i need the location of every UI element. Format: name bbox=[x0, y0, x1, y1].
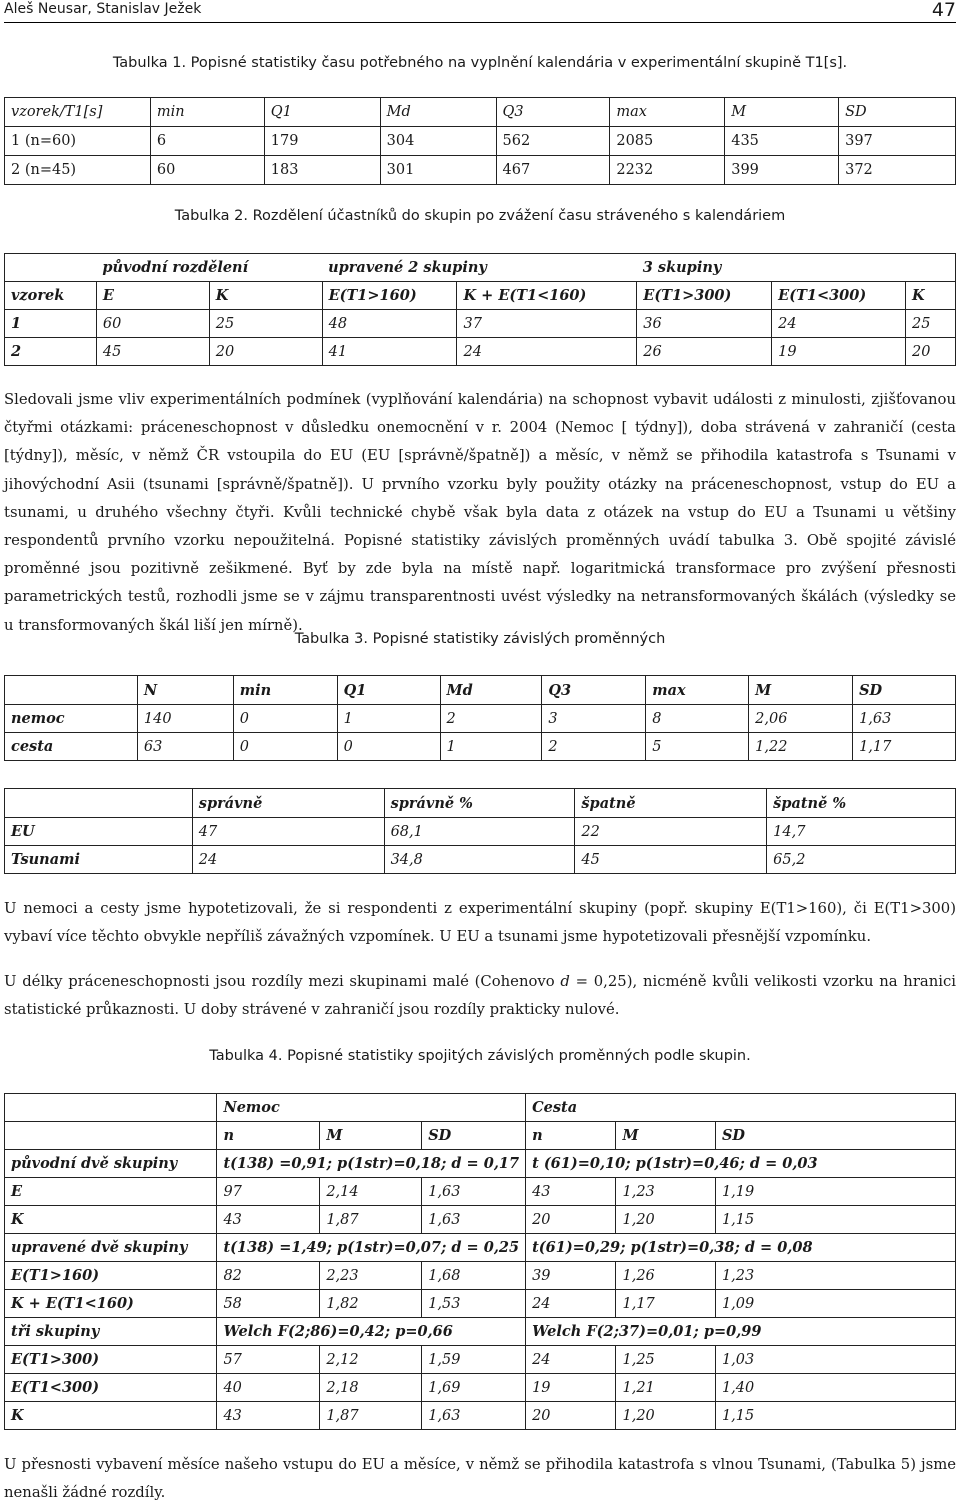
group-header: upravené 2 skupiny bbox=[322, 254, 637, 282]
table-cell: 2,18 bbox=[320, 1374, 422, 1402]
column-header: M bbox=[320, 1122, 422, 1150]
column-header: M bbox=[616, 1122, 715, 1150]
table-cell: 2232 bbox=[610, 156, 725, 185]
table-cell: 1,63 bbox=[422, 1206, 526, 1234]
table-cell: 58 bbox=[217, 1290, 320, 1318]
table-cell: 2 (n=45) bbox=[5, 156, 151, 185]
row-label: upravené dvě skupiny bbox=[5, 1234, 217, 1262]
table-cell: 1,63 bbox=[853, 705, 956, 733]
table-cell: 43 bbox=[526, 1178, 616, 1206]
table-row bbox=[5, 1346, 956, 1374]
table-cell: 60 bbox=[96, 310, 209, 338]
table-cell: 2,06 bbox=[749, 705, 853, 733]
table-cell: 36 bbox=[637, 310, 772, 338]
table-row bbox=[5, 310, 956, 338]
column-header: špatně bbox=[575, 789, 767, 818]
table-row bbox=[5, 1206, 956, 1234]
table-cell: 3 bbox=[542, 705, 646, 733]
table-cell: 1 bbox=[337, 705, 440, 733]
row-label: E bbox=[5, 1178, 217, 1206]
table-cell: 2 bbox=[542, 733, 646, 761]
table-cell: 372 bbox=[839, 156, 956, 185]
table-cell: 39 bbox=[526, 1262, 616, 1290]
table-cell: 19 bbox=[772, 338, 906, 366]
paragraph-3-part-b: = 0,25), nicméně kvůli velikosti vzorku na hranici statistické průkaznosti. U doby strávené v zahraničí jsou rozdíly prakticky nulové. bbox=[4, 973, 957, 1019]
column-header: Q1 bbox=[337, 676, 440, 705]
table-cell: nemoc bbox=[5, 705, 138, 733]
table-cell: 2 bbox=[440, 705, 542, 733]
test-result: Welch F(2;86)=0,42; p=0,66 bbox=[217, 1318, 526, 1346]
table-cell: 1,87 bbox=[320, 1206, 422, 1234]
column-header: Q3 bbox=[542, 676, 646, 705]
table-cell: 65,2 bbox=[767, 846, 956, 874]
table-cell: 40 bbox=[217, 1374, 320, 1402]
group-header: Cesta bbox=[526, 1094, 956, 1122]
paragraph-1: Sledovali jsme vliv experimentálních podmínek (vyplňování kalendária) na schopnost vybavit události z minulosti, zjišťovanou čtyřmi otázkami: práceneschopnost v důsledku onemocnění v r. 2004 (Nemoc [ týdny]), doba strávená v zahraničí (cesta [týdny]), měsíc, v němž ČR vstoupila do EU (EU [správně/špatně]) a měsíc, v němž se přihodila katastrofa s Tsunami v jihovýchodní Asii (tsunami [správně/špatně]). U prvního vzorku byly použity otázky na práceneschopnost, vstup do EU a tsunami, u druhého všechny čtyři. Kvůli technické chybě však byla data z otázek na vstup do EU a Tsunami u většiny respondentů prvního vzorku nepoužitelná. Popisné statistiky závislých proměnných uvádí tabulka 3. Obě spojité závislé proměnné jsou pozitivně zešikmené. Byť by zde byla na místě např. logaritmická transformace pro zvýšení přesnosti parametrických testů, rozhodli jsme se v zájmu transparentnosti uvést výsledky na netransformovaných škálách (výsledky se u transformovaných škál liší jen mírně). bbox=[4, 391, 956, 634]
table4 bbox=[4, 1093, 956, 1430]
table-row bbox=[5, 1374, 956, 1402]
table-cell: 1,09 bbox=[715, 1290, 955, 1318]
test-result: t(61)=0,29; p(1str)=0,38; d = 0,08 bbox=[526, 1234, 956, 1262]
table-cell: 1,25 bbox=[616, 1346, 715, 1374]
table4-caption: Tabulka 4. Popisné statistiky spojitých závislých proměnných podle skupin. bbox=[209, 1048, 751, 1064]
column-header: vzorek/T1[s] bbox=[5, 98, 151, 127]
table-cell: 45 bbox=[96, 338, 209, 366]
row-label: původní dvě skupiny bbox=[5, 1150, 217, 1178]
table-cell: 179 bbox=[264, 127, 380, 156]
paragraph-3-part-a: U délky práceneschopnosti jsou rozdíly mezi skupinami malé (Cohenovo bbox=[4, 973, 561, 990]
table-cell: 5 bbox=[646, 733, 749, 761]
table-cell: 24 bbox=[526, 1346, 616, 1374]
table-cell: 26 bbox=[637, 338, 772, 366]
row-label: tři skupiny bbox=[5, 1318, 217, 1346]
column-header: N bbox=[137, 676, 233, 705]
table-row bbox=[5, 1234, 956, 1262]
table-cell: 43 bbox=[217, 1206, 320, 1234]
table-cell: 1,03 bbox=[715, 1346, 955, 1374]
table-cell: 1,22 bbox=[749, 733, 853, 761]
table-cell: 0 bbox=[233, 733, 337, 761]
table-cell: 1,23 bbox=[715, 1262, 955, 1290]
column-header: SD bbox=[715, 1122, 955, 1150]
table-cell: 20 bbox=[209, 338, 322, 366]
column-header: K + E(T1<160) bbox=[457, 282, 637, 310]
table-cell: 1,20 bbox=[616, 1206, 715, 1234]
column-header: K bbox=[906, 282, 956, 310]
column-header: E bbox=[96, 282, 209, 310]
column-header: n bbox=[217, 1122, 320, 1150]
table-cell: 24 bbox=[526, 1290, 616, 1318]
table-cell: 24 bbox=[192, 846, 384, 874]
table-row bbox=[5, 733, 956, 761]
column-header bbox=[5, 789, 193, 818]
column-header bbox=[5, 676, 138, 705]
table-cell bbox=[5, 1122, 217, 1150]
test-result: t(138) =0,91; p(1str)=0,18; d = 0,17 bbox=[217, 1150, 526, 1178]
table-header-row bbox=[5, 789, 956, 818]
table-cell: 435 bbox=[725, 127, 839, 156]
table-cell: 0 bbox=[337, 733, 440, 761]
column-header: špatně % bbox=[767, 789, 956, 818]
group-header-row bbox=[5, 254, 956, 282]
table-cell: 140 bbox=[137, 705, 233, 733]
table-cell: 1 (n=60) bbox=[5, 127, 151, 156]
row-label: K bbox=[5, 1206, 217, 1234]
table-cell: 562 bbox=[496, 127, 610, 156]
paragraph-4: U přesnosti vybavení měsíce našeho vstupu do EU a měsíce, v němž se přihodila katastrofa s vlnou Tsunami, (Tabulka 5) jsme nenašli žádné rozdíly. bbox=[4, 1456, 956, 1502]
table-cell: 1,20 bbox=[616, 1402, 715, 1430]
table-row bbox=[5, 127, 956, 156]
table-cell: 397 bbox=[839, 127, 956, 156]
page-number: 47 bbox=[931, 0, 956, 21]
table-cell bbox=[5, 1094, 217, 1122]
table-cell: 1,21 bbox=[616, 1374, 715, 1402]
column-header: SD bbox=[422, 1122, 526, 1150]
column-header: E(T1<300) bbox=[772, 282, 906, 310]
table-cell: 1,53 bbox=[422, 1290, 526, 1318]
row-label: E(T1>300) bbox=[5, 1346, 217, 1374]
table-cell: 1,63 bbox=[422, 1178, 526, 1206]
column-header: Md bbox=[440, 676, 542, 705]
table-cell: 25 bbox=[209, 310, 322, 338]
table-cell: 22 bbox=[575, 818, 767, 846]
table-cell: 1,15 bbox=[715, 1206, 955, 1234]
table-cell: 20 bbox=[526, 1402, 616, 1430]
table-cell: 301 bbox=[380, 156, 496, 185]
table-cell: 6 bbox=[150, 127, 264, 156]
test-result: Welch F(2;37)=0,01; p=0,99 bbox=[526, 1318, 956, 1346]
table-row bbox=[5, 1290, 956, 1318]
column-header: správně % bbox=[384, 789, 575, 818]
table-cell: 399 bbox=[725, 156, 839, 185]
table-row bbox=[5, 1150, 956, 1178]
paragraph-2: U nemoci a cesty jsme hypotetizovali, že si respondenti z experimentální skupiny (popř. skupiny E(T1>160), či E(T1>300) vybaví více těchto obvykle nepříliš závažných vzpomínek. U EU a tsunami jsme hypotetizovali přesnější vzpomínku. bbox=[4, 900, 956, 946]
row-label: E(T1<300) bbox=[5, 1374, 217, 1402]
table-cell: 47 bbox=[192, 818, 384, 846]
table-cell: 1 bbox=[5, 310, 97, 338]
table-cell: 24 bbox=[772, 310, 906, 338]
table-cell: 1,59 bbox=[422, 1346, 526, 1374]
table-cell: 68,1 bbox=[384, 818, 575, 846]
table-cell: 1,82 bbox=[320, 1290, 422, 1318]
column-header: min bbox=[150, 98, 264, 127]
table1-caption: Tabulka 1. Popisné statistiky času potřebného na vyplnění kalendária v experimentální skupině T1[s]. bbox=[112, 55, 848, 71]
table-cell: 1,15 bbox=[715, 1402, 955, 1430]
table-cell: Tsunami bbox=[5, 846, 193, 874]
table-cell: 82 bbox=[217, 1262, 320, 1290]
table-cell: 2 bbox=[5, 338, 97, 366]
column-header: správně bbox=[192, 789, 384, 818]
row-label: K bbox=[5, 1402, 217, 1430]
table-cell: 2,14 bbox=[320, 1178, 422, 1206]
table-cell: 97 bbox=[217, 1178, 320, 1206]
table3-caption: Tabulka 3. Popisné statistiky závislých proměnných bbox=[294, 631, 666, 647]
table-cell: EU bbox=[5, 818, 193, 846]
table3-answers bbox=[4, 788, 956, 874]
paragraph-3 bbox=[4, 968, 956, 1024]
table-cell: 48 bbox=[322, 310, 457, 338]
column-header: Q3 bbox=[496, 98, 610, 127]
table-cell: 37 bbox=[457, 310, 637, 338]
table-row bbox=[5, 1262, 956, 1290]
table-cell bbox=[5, 254, 97, 282]
table-row bbox=[5, 1178, 956, 1206]
column-header: min bbox=[233, 676, 337, 705]
table-cell: 63 bbox=[137, 733, 233, 761]
table-cell: 0 bbox=[233, 705, 337, 733]
table-cell: 24 bbox=[457, 338, 637, 366]
column-header: max bbox=[646, 676, 749, 705]
column-header: Md bbox=[380, 98, 496, 127]
table-cell: 20 bbox=[526, 1206, 616, 1234]
table-cell: 20 bbox=[906, 338, 956, 366]
table-header-row bbox=[5, 1122, 956, 1150]
table-cell: 2,23 bbox=[320, 1262, 422, 1290]
table-cell: 304 bbox=[380, 127, 496, 156]
table-cell: 1 bbox=[440, 733, 542, 761]
table-cell: 14,7 bbox=[767, 818, 956, 846]
table-cell: 1,63 bbox=[422, 1402, 526, 1430]
table3 bbox=[4, 675, 956, 761]
table-row bbox=[5, 338, 956, 366]
table-row bbox=[5, 818, 956, 846]
table-cell: 1,17 bbox=[853, 733, 956, 761]
table-cell: 45 bbox=[575, 846, 767, 874]
column-header: max bbox=[610, 98, 725, 127]
column-header: n bbox=[526, 1122, 616, 1150]
authors: Aleš Neusar, Stanislav Ježek bbox=[4, 1, 202, 17]
paragraph-3-symbol: d bbox=[560, 973, 570, 990]
group-header-row bbox=[5, 1094, 956, 1122]
column-header: SD bbox=[839, 98, 956, 127]
column-header: E(T1>300) bbox=[637, 282, 772, 310]
table-cell: 467 bbox=[496, 156, 610, 185]
table-cell: 19 bbox=[526, 1374, 616, 1402]
table-cell: 25 bbox=[906, 310, 956, 338]
table-cell: 43 bbox=[217, 1402, 320, 1430]
group-header: 3 skupiny bbox=[637, 254, 956, 282]
column-header: SD bbox=[853, 676, 956, 705]
table-cell: 1,26 bbox=[616, 1262, 715, 1290]
table-header-row bbox=[5, 98, 956, 127]
table-cell: 34,8 bbox=[384, 846, 575, 874]
table2 bbox=[4, 253, 956, 366]
table-cell: 1,87 bbox=[320, 1402, 422, 1430]
table-row bbox=[5, 705, 956, 733]
table1 bbox=[4, 97, 956, 185]
group-header: Nemoc bbox=[217, 1094, 526, 1122]
row-label: E(T1>160) bbox=[5, 1262, 217, 1290]
table-cell: 1,69 bbox=[422, 1374, 526, 1402]
table-cell: 183 bbox=[264, 156, 380, 185]
column-header: E(T1>160) bbox=[322, 282, 457, 310]
column-header: vzorek bbox=[5, 282, 97, 310]
column-header: M bbox=[749, 676, 853, 705]
row-label: K + E(T1<160) bbox=[5, 1290, 217, 1318]
table-row bbox=[5, 156, 956, 185]
table-cell: 8 bbox=[646, 705, 749, 733]
test-result: t(138) =1,49; p(1str)=0,07; d = 0,25 bbox=[217, 1234, 526, 1262]
table-row bbox=[5, 1402, 956, 1430]
table-cell: 1,68 bbox=[422, 1262, 526, 1290]
column-header: K bbox=[209, 282, 322, 310]
table-cell: 1,19 bbox=[715, 1178, 955, 1206]
table-header-row bbox=[5, 676, 956, 705]
column-header: M bbox=[725, 98, 839, 127]
table-cell: cesta bbox=[5, 733, 138, 761]
table-cell: 2085 bbox=[610, 127, 725, 156]
table-cell: 2,12 bbox=[320, 1346, 422, 1374]
table-cell: 41 bbox=[322, 338, 457, 366]
table-cell: 60 bbox=[150, 156, 264, 185]
table2-caption: Tabulka 2. Rozdělení účastníků do skupin po zvážení času stráveného s kalendáriem bbox=[174, 208, 786, 224]
table-cell: 57 bbox=[217, 1346, 320, 1374]
group-header: původní rozdělení bbox=[96, 254, 322, 282]
table-cell: 1,23 bbox=[616, 1178, 715, 1206]
table-row bbox=[5, 1318, 956, 1346]
table-cell: 1,17 bbox=[616, 1290, 715, 1318]
table-row bbox=[5, 846, 956, 874]
test-result: t (61)=0,10; p(1str)=0,46; d = 0,03 bbox=[526, 1150, 956, 1178]
table-header-row bbox=[5, 282, 956, 310]
page-header bbox=[4, 0, 956, 23]
column-header: Q1 bbox=[264, 98, 380, 127]
table-cell: 1,40 bbox=[715, 1374, 955, 1402]
